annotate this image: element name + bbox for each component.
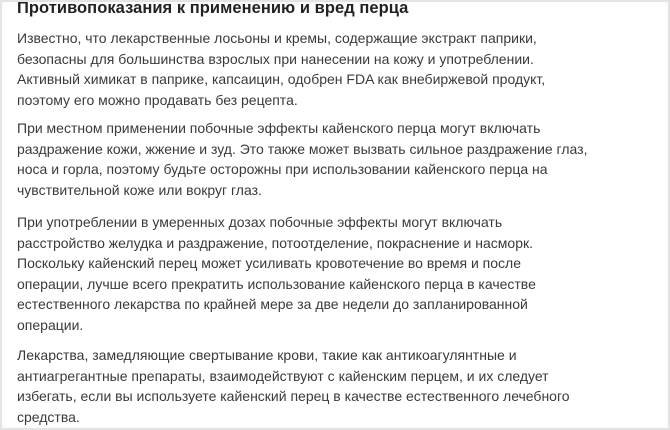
text-line: чувствительной коже или вокруг глаз. [17, 181, 262, 198]
paragraph-drug-interactions [17, 345, 570, 427]
text-line: средства. [17, 408, 80, 425]
text-line: При местном применении побочные эффекты кайенского перца могут включать [17, 120, 541, 136]
text-line: Поскольку кайенский перец может усиливать кровотечение во время и после [17, 255, 521, 272]
paragraph-topical-side-effects [17, 118, 587, 200]
text-line: безопасны для большинства взрослых при нанесении на кожу и употреблении. [17, 50, 534, 67]
text-line: раздражение кожи, жжение и зуд. Это также может вызвать сильное раздражение глаз, [17, 140, 588, 157]
paragraph-oral-side-effects [17, 212, 536, 336]
text-line: носа и горла, поэтому будьте осторожны при использовании кайенского перца на [17, 161, 548, 178]
text-line: операции, лучше всего прекратить использование кайенского перца в качестве [17, 275, 536, 292]
text-line: антиагрегантные препараты, взаимодействуют с кайенским перцем, и их следует [17, 367, 549, 384]
section-title: Противопоказания к применению и вред перца [17, 0, 409, 17]
text-line: операции. [17, 316, 84, 333]
text-line: избегать, если вы используете кайенский перец в качестве естественного лечебного [17, 388, 570, 405]
text-line: поэтому его можно продавать без рецепта. [17, 91, 298, 108]
text-line: расстройство желудка и раздражение, потоотделение, покраснение и насморк. [17, 234, 533, 251]
text-line: Лекарства, замедляющие свертывание крови, такие как антикоагулянтные и [17, 347, 517, 363]
paragraph-otc-approval [17, 28, 545, 110]
article-section [17, 0, 665, 425]
text-line: Активный химикат в паприке, капсаицин, одобрен FDA как внебиржевой продукт, [17, 71, 546, 88]
text-line: Известно, что лекарственные лосьоны и кремы, содержащие экстракт паприки, [17, 30, 537, 46]
text-line: При употреблении в умеренных дозах побочные эффекты могут включать [17, 214, 503, 230]
text-line: естественного лекарства по крайней мере за две недели до запланированной [17, 296, 528, 313]
